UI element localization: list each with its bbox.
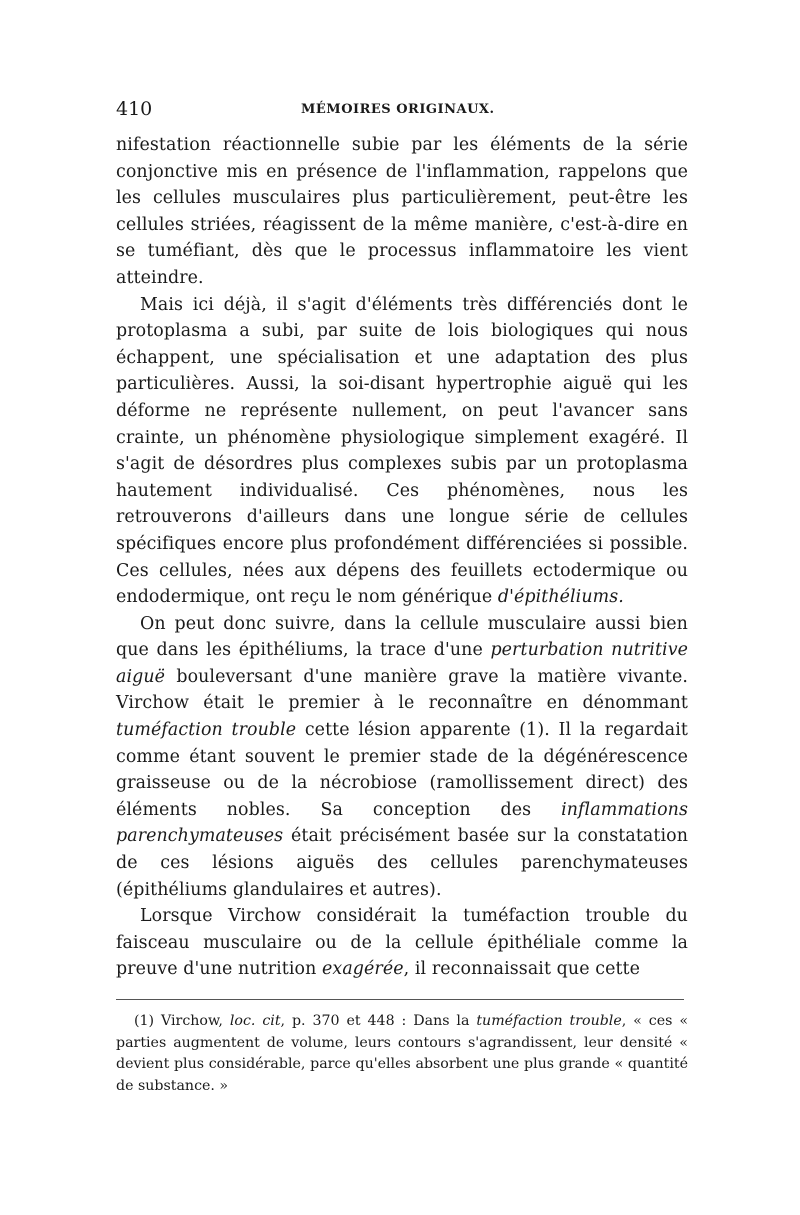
paragraph-2-italic: d'épithéliums. [497, 587, 624, 608]
paragraph-3-text-c: cette lésion apparente (1). Il la regardait comme étant souvent le premier stade de la dégénérescence graisseuse ou de la nécrobiose (ramollissement direct) des éléments nobles. Sa conception des [116, 720, 688, 820]
paragraph-4-text-a: Lorsque Virchow considérait la tuméfaction trouble du faisceau musculaire ou de la cellule épithéliale comme la preuve d'une nutrition [116, 906, 688, 980]
paragraph-3-italic-3: inflammations parenchymateuses [116, 799, 688, 847]
paragraph-3-text-b: bouleversant d'une manière grave la matière vivante. Virchow était le premier à le reconnaître en dénommant [116, 666, 688, 714]
paragraph-4-italic: exagérée [322, 959, 404, 980]
footnote-text-a: (1) Virchow, [134, 1013, 230, 1029]
footnote [116, 1011, 688, 1097]
paragraph-2 [116, 292, 688, 611]
paragraph-3-italic-1: perturbation nutritive aiguë [116, 640, 689, 687]
paragraph-4 [116, 903, 688, 983]
paragraph-3-italic-2: tuméfaction trouble [116, 720, 297, 741]
footnote-text-c: , « ces « parties augmentent de volume, leurs contours s'agrandissent, leur densité « devient plus considérable, parce qu'elles absorbent une plus grande « quantité de substance. » [116, 1013, 689, 1094]
paragraph-1-text: nifestation réactionnelle subie par les éléments de la série conjonctive mis en présence de l'inflammation, rappelons que les cellules musculaires plus particulièrement, peut-être les cellules striées, réagissent de la même manière, c'est-à-dire en se tuméfiant, dès que le processus inflammatoire les vient atteindre. [116, 135, 688, 288]
footnote-italic-2: tuméfaction trouble [476, 1013, 622, 1029]
footnote-1 [116, 1011, 688, 1097]
book-page [116, 96, 689, 1094]
footnote-italic-1: loc. cit [229, 1013, 281, 1029]
footnote-separator [116, 999, 684, 1000]
footnote-text-b: , p. 370 et 448 : Dans la [280, 1013, 477, 1029]
page-number: 410 [116, 98, 153, 120]
paragraph-1 [116, 132, 688, 292]
running-title: MÉMOIRES ORIGINAUX. [301, 102, 495, 117]
paragraph-2-text: Mais ici déjà, il s'agit d'éléments très différenciés dont le protoplasma a subi, par suite de lois biologiques qui nous échappent, une spécialisation et une adaptation des plus particulières. Aussi, la soi-disant hypertrophie aiguë qui les déforme ne représente nullement, on peut l'avancer sans crainte, un phénomène physiologique simplement exagéré. Il s'agit de désordres plus complexes subis par un protoplasma hautement individualisé. Ces phénomènes, nous les retrouverons d'ailleurs dans une longue série de cellules spécifiques encore plus profondément différenciées si possible. Ces cellules, nées aux dépens des feuillets ectodermique ou endodermique, ont reçu le nom générique [116, 294, 688, 608]
paragraph-4-text-b: , il reconnaissait que cette [403, 959, 641, 980]
paragraph-3 [116, 611, 688, 904]
running-header [116, 96, 688, 126]
body-text [116, 132, 688, 983]
paragraph-3-text-d: était précisément basée sur la constatation de ces lésions aiguës des cellules parenchymateuses (épithéliums glandulaires et autres). [116, 826, 688, 900]
paragraph-3-text-a: On peut donc suivre, dans la cellule musculaire aussi bien que dans les épithéliums, la trace d'une [116, 613, 688, 661]
